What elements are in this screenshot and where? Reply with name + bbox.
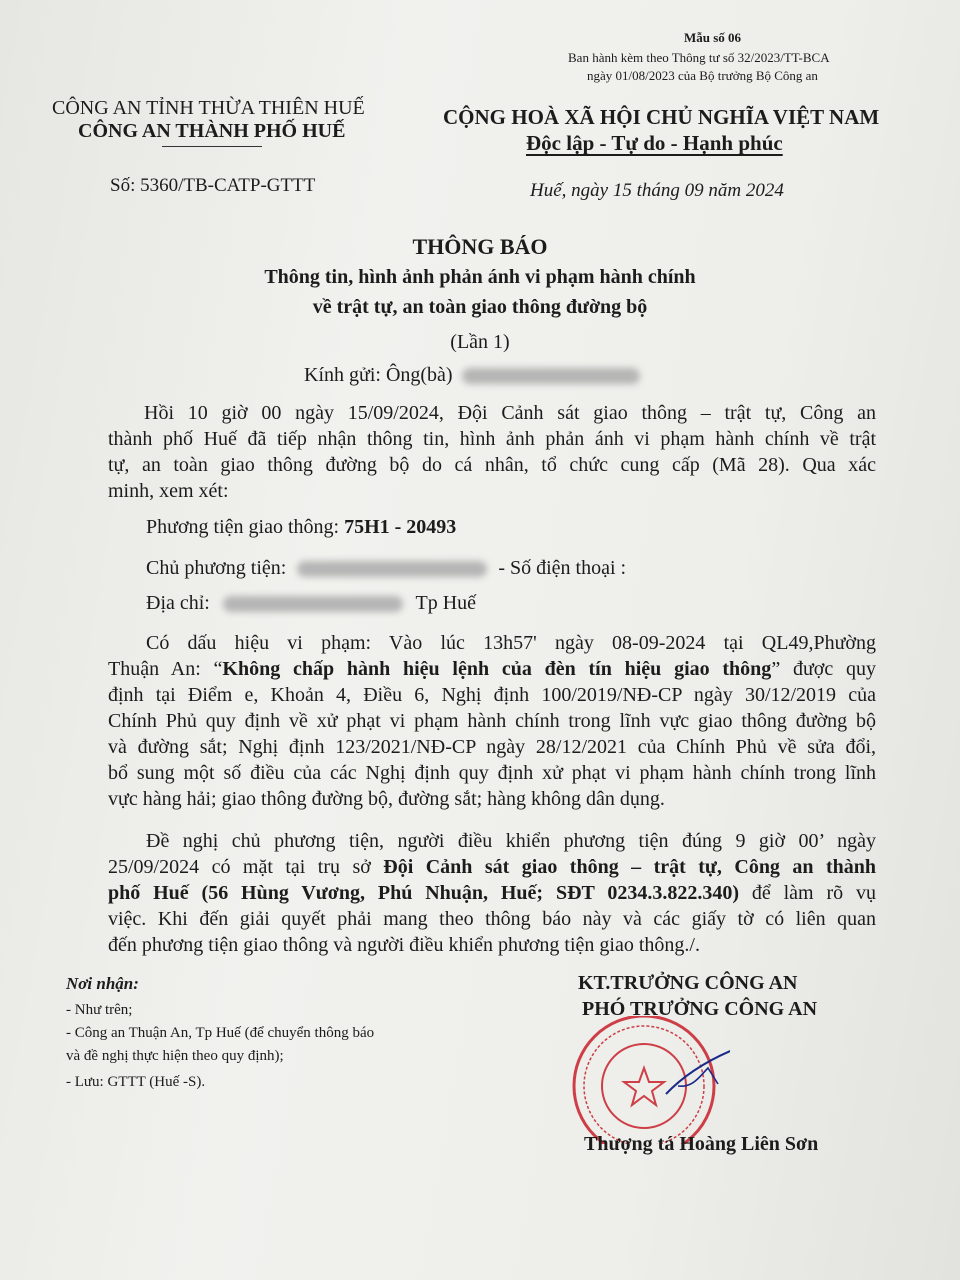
vehicle-plate: 75H1 - 20493 bbox=[344, 516, 457, 538]
national-motto: Độc lập - Tự do - Hạnh phúc bbox=[526, 131, 783, 155]
request-line bbox=[108, 880, 876, 906]
document-number bbox=[110, 175, 315, 197]
address-label: Địa chỉ: bbox=[146, 592, 210, 614]
recipients-heading: Nơi nhận: bbox=[66, 974, 139, 993]
redacted-name bbox=[462, 368, 640, 384]
request-paragraph bbox=[108, 828, 876, 958]
document-subtitle-1: Thông tin, hình ảnh phản ánh vi phạm hành chính bbox=[264, 266, 696, 288]
form-number: Mẫu số 06 bbox=[684, 30, 742, 45]
intro-paragraph bbox=[108, 400, 876, 504]
recipient-item: và đề nghị thực hiện theo quy định); bbox=[66, 1048, 284, 1064]
agency-underline bbox=[162, 146, 262, 147]
violation-line: Có dấu hiệu vi phạm: Vào lúc 13h57' ngày 08-09-2024 tại QL49,Phường bbox=[146, 632, 876, 654]
agency-name: CÔNG AN THÀNH PHỐ HUẾ bbox=[78, 120, 346, 142]
phone-label: - Số điện thoại : bbox=[498, 557, 627, 579]
recipient-item: - Lưu: GTTT (Huế -S). bbox=[66, 1074, 206, 1090]
address-city: Tp Huế bbox=[415, 592, 477, 614]
number-label: Số: bbox=[110, 175, 136, 196]
vehicle-field bbox=[146, 516, 456, 539]
issued-by-line-1: Ban hành kèm theo Thông tư số 32/2023/TT-BCA bbox=[568, 50, 830, 65]
violation-line: và đường sắt; Nghị định 123/2021/NĐ-CP ngày 28/12/2021 của Chính Phủ về sửa đổi, bbox=[108, 736, 876, 758]
signature-title: PHÓ TRƯỞNG CÔNG AN bbox=[582, 998, 818, 1020]
violation-line: Chính Phủ quy định về xử phạt vi phạm hành chính trong lĩnh vực giao thông đường bộ bbox=[108, 710, 876, 732]
nation-name: CỘNG HOÀ XÃ HỘI CHỦ NGHĨA VIỆT NAM bbox=[443, 105, 880, 129]
violation-text: Thuận An: “ bbox=[108, 658, 223, 680]
official-seal-icon bbox=[558, 1016, 730, 1144]
violation-description: Không chấp hành hiệu lệnh của đèn tín hiệu giao thông bbox=[222, 658, 772, 680]
request-line: đến phương tiện giao thông và người điều khiển phương tiện giao thông./. bbox=[108, 934, 700, 956]
violation-line: vực hàng hải; giao thông đường bộ, đường sắt; hàng không dân dụng. bbox=[108, 788, 665, 810]
number-value: 5360/TB-CATP-GTTT bbox=[140, 175, 316, 196]
redacted-owner bbox=[297, 561, 487, 577]
owner-label: Chủ phương tiện: bbox=[146, 557, 287, 579]
intro-line: Hồi 10 giờ 00 ngày 15/09/2024, Đội Cảnh sát giao thông – trật tự, Công an bbox=[144, 402, 876, 424]
recipient-item: - Như trên; bbox=[66, 1002, 133, 1018]
recipient-item: - Công an Thuận An, Tp Huế (để chuyển thông báo bbox=[66, 1025, 375, 1041]
request-line: Đề nghị chủ phương tiện, người điều khiển phương tiện đúng 9 giờ 00’ ngày bbox=[146, 830, 876, 852]
intro-line: minh, xem xét: bbox=[108, 480, 229, 502]
document-title: THÔNG BÁO bbox=[412, 234, 548, 259]
intro-line: tự, an toàn giao thông đường bộ do cá nhân, tổ chức cung cấp (Mã 28). Qua xác bbox=[108, 454, 876, 476]
document-subtitle-2: về trật tự, an toàn giao thông đường bộ bbox=[312, 296, 648, 318]
violation-line bbox=[108, 656, 876, 682]
vehicle-label: Phương tiện giao thông: bbox=[146, 516, 340, 538]
violation-line: bổ sung một số điều của các Nghị định quy định xử phạt vi phạm hành chính trong lĩnh bbox=[108, 762, 876, 784]
redacted-address bbox=[223, 596, 403, 612]
request-line: việc. Khi đến giải quyết phải mang theo thông báo này và các giấy tờ có liên quan bbox=[108, 908, 876, 930]
request-text: để làm rõ vụ bbox=[739, 882, 876, 904]
signer-name: Thượng tá Hoàng Liên Sơn bbox=[584, 1133, 819, 1155]
request-line bbox=[108, 854, 876, 880]
attempt-number: (Lần 1) bbox=[450, 331, 510, 353]
request-office-address: phố Huế (56 Hùng Vương, Phú Nhuận, Huế; SĐT 0234.3.822.340) bbox=[108, 882, 740, 904]
request-office: Đội Cảnh sát giao thông – trật tự, Công an thành bbox=[383, 856, 876, 878]
greeting bbox=[304, 364, 640, 387]
place-date: Huế, ngày 15 tháng 09 năm 2024 bbox=[530, 180, 784, 201]
issued-by-line-2: ngày 01/08/2023 của Bộ trưởng Bộ Công an bbox=[587, 68, 818, 83]
greeting-label: Kính gửi: Ông(bà) bbox=[304, 364, 453, 386]
owner-field bbox=[146, 557, 626, 580]
violation-paragraph bbox=[108, 630, 876, 812]
request-text: 25/09/2024 có mặt tại trụ sở bbox=[108, 856, 384, 878]
violation-text: ” được quy bbox=[771, 658, 877, 680]
violation-line: định tại Điểm e, Khoản 4, Điều 6, Nghị định 100/2019/NĐ-CP ngày 30/12/2019 của bbox=[108, 684, 876, 706]
address-field bbox=[146, 592, 476, 615]
signature-authority: KT.TRƯỞNG CÔNG AN bbox=[578, 972, 798, 994]
intro-line: thành phố Huế đã tiếp nhận thông tin, hình ảnh phản ánh vi phạm hành chính về trật bbox=[108, 428, 876, 450]
agency-parent: CÔNG AN TỈNH THỪA THIÊN HUẾ bbox=[52, 97, 365, 119]
